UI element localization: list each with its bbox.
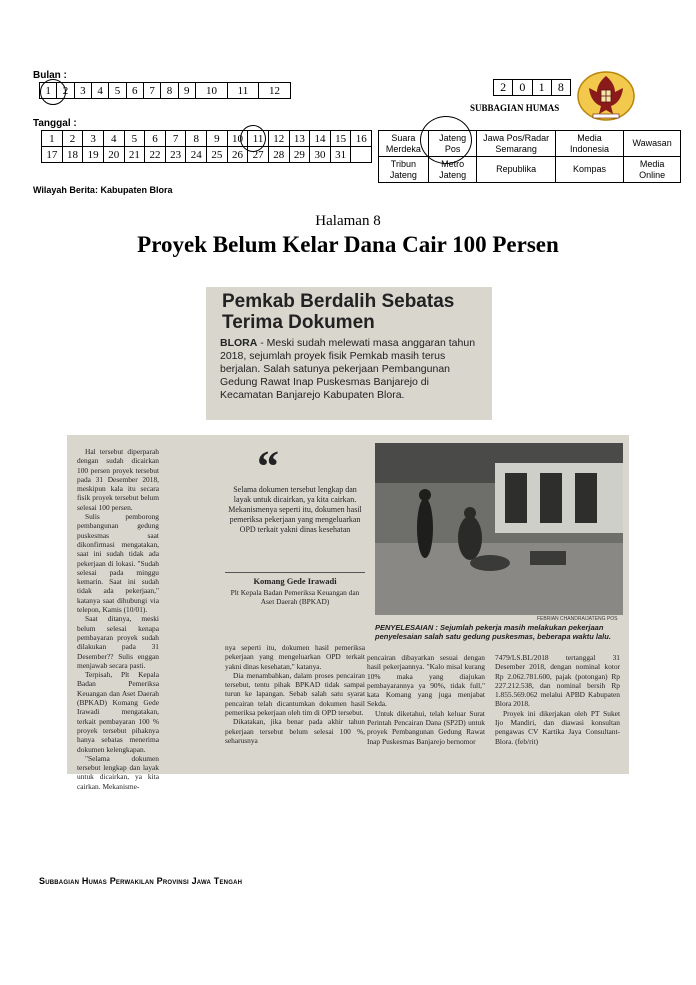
article-col2 bbox=[225, 643, 365, 745]
page-number: Halaman 8 bbox=[315, 213, 381, 229]
caption-text: Sejumlah pekerja masih melakukan pekerjaan penyelesaian salah satu gedung puskesmas, beberapa waktu lalu. bbox=[375, 623, 611, 641]
media-metro-jateng: Metro Jateng bbox=[428, 157, 477, 183]
col3-para: Untuk diketahui, telah keluar Surat Perintah Pencairan Dana (SP2D) untuk proyek Pembangunan Gedung Rawat Inap Puskesmas Banjarejo bernomor bbox=[367, 708, 485, 746]
clip-title-line2: Terima Dokumen bbox=[222, 312, 375, 333]
year-digit-cell: 8 bbox=[551, 80, 570, 96]
bulan-label: Bulan : bbox=[33, 70, 67, 81]
clip-lead bbox=[220, 337, 482, 402]
caption-kicker: PENYELESAIAN : bbox=[375, 623, 438, 632]
month-cell: 11 bbox=[227, 83, 258, 99]
quote-role: Plt Kepala Badan Pemeriksa Keuangan dan Aset Daerah (BPKAD) bbox=[230, 588, 360, 607]
year-box bbox=[493, 79, 571, 96]
month-cell: 12 bbox=[258, 83, 290, 99]
year-digit-cell: 2 bbox=[494, 80, 513, 96]
day-cell: 7 bbox=[165, 131, 186, 147]
clip-title-line1: Pemkab Berdalih Sebatas bbox=[222, 291, 455, 312]
quote-name: Komang Gede Irawadi bbox=[253, 576, 337, 586]
day-cell: 18 bbox=[62, 147, 83, 163]
day-cell: 22 bbox=[145, 147, 166, 163]
col1-para: Hal tersebut diperparah dengan sudah dicairkan 100 persen proyek tersebut pada 31 Desember 2018, meskipun kala itu secara fisik proyek tersebut belum selesai 100 persen. bbox=[77, 447, 159, 512]
month-cell: 7 bbox=[143, 83, 160, 99]
garuda-logo-icon bbox=[575, 66, 637, 122]
clip-lead-text: - Meski sudah melewati masa anggaran tahun 2018, sejumlah proyek fisik Pemkab masih terus berjalan. Salah satunya pekerjaan Pembangunan Gedung Rawat Inap Puskesmas Banjarejo di Kecamatan Banjarejo Kabupaten Blora. bbox=[220, 337, 476, 401]
quote-text: Selama dokumen tersebut lengkap dan layak untuk dicairkan, ya kita cairkan. Mekanismenya seperti itu, dokumen hasil pemeriksa pekerjaan yang mengeluarkan OPD terkait yakni dinas kesehatan bbox=[228, 485, 362, 534]
month-cell: 6 bbox=[126, 83, 143, 99]
col4-para: Proyek ini dikerjakan oleh PT Suket Ijo Mandiri, dan diawasi konsultan pengawas CV Kartika Jaya Consultant-Blora. (feb/rit) bbox=[495, 708, 620, 746]
day-cell: 31 bbox=[330, 147, 351, 163]
day-cell bbox=[351, 147, 372, 163]
region-label: Wilayah Berita: Kabupaten Blora bbox=[33, 185, 173, 195]
month-cell: 2 bbox=[57, 83, 74, 99]
col3-para: pencairan dibayarkan sesuai dengan hasil pekerjaannya. "Kalo misal kurang 10% maka yang diajukan pembayarannya ya 90%, tidak full," kata Komang yang juga menjabat Sekda. bbox=[367, 653, 485, 709]
day-cell: 5 bbox=[124, 131, 145, 147]
article-col3 bbox=[367, 653, 485, 746]
media-suara-merdeka: Suara Merdeka bbox=[379, 131, 429, 157]
col2-para: Dia menambahkan, dalam proses pencairan tersebut, tentu pihak BPKAD tidak sampai turun ke lapangan. Sebab salah satu syarat pencairan telah dicantumkan dokumen hasil pemeriksa pekerjaan oleh tim di OPD tersebut. bbox=[225, 670, 365, 718]
day-cell: 14 bbox=[310, 131, 331, 147]
col1-para: Saat ditanya, meski belum selesai kenapa pembayaran proyek sudah dilakukan pada 31 Desember?? Sulis enggan menjawab secara pasti. bbox=[77, 614, 159, 670]
clip-title-block bbox=[206, 287, 492, 420]
col2-para: nya seperti itu, dokumen hasil pemeriksa pekerjaan yang mengeluarkan OPD terkait yakni dinas kesehatan," katanya. bbox=[225, 643, 365, 671]
day-cell: 27 bbox=[248, 147, 269, 163]
year-digit-cell: 0 bbox=[513, 80, 532, 96]
day-cell: 8 bbox=[186, 131, 207, 147]
day-cell: 11 bbox=[248, 131, 269, 147]
col2-para: Dikatakan, jika benar pada akhir tahun pekerjaan tersebut belum selesai 100 %, seharusnya bbox=[225, 717, 365, 745]
day-cell: 15 bbox=[330, 131, 351, 147]
day-cell: 20 bbox=[103, 147, 124, 163]
day-cell: 29 bbox=[289, 147, 310, 163]
media-media-indonesia: Media Indonesia bbox=[555, 131, 623, 157]
media-selection-circle bbox=[420, 116, 472, 164]
headline: Proyek Belum Kelar Dana Cair 100 Persen bbox=[137, 232, 559, 257]
day-cell: 9 bbox=[207, 131, 228, 147]
media-jateng-pos: Jateng Pos bbox=[428, 131, 477, 157]
day-cell: 24 bbox=[186, 147, 207, 163]
department-label: SUBBAGIAN HUMAS bbox=[470, 103, 560, 113]
clip-lead-kicker: BLORA bbox=[220, 337, 258, 349]
date-selection-circle bbox=[240, 125, 266, 152]
day-cell: 6 bbox=[145, 131, 166, 147]
date-grid bbox=[41, 130, 372, 163]
clip-body bbox=[67, 435, 629, 791]
day-cell: 28 bbox=[268, 147, 289, 163]
photo-caption bbox=[375, 623, 623, 641]
month-selection-circle bbox=[40, 79, 66, 105]
day-cell: 13 bbox=[289, 131, 310, 147]
year-digit-cell: 1 bbox=[532, 80, 551, 96]
article-col1 bbox=[77, 447, 159, 791]
day-cell: 21 bbox=[124, 147, 145, 163]
quote-box bbox=[225, 442, 365, 635]
col1-para: Terpisah, Plt Kepala Badan Pemeriksa Keuangan dan Aset Daerah (BPKAD) Komang Gede Irawadi mengatakan, terkait pembayaran 100 % proyek tersebut pihaknya hanya sebatas menerima dokumen kelengkapan. bbox=[77, 670, 159, 754]
tanggal-label: Tanggal : bbox=[33, 118, 77, 129]
day-cell: 4 bbox=[103, 131, 124, 147]
media-republika: Republika bbox=[477, 157, 555, 183]
day-cell: 19 bbox=[83, 147, 104, 163]
month-cell: 4 bbox=[91, 83, 108, 99]
media-wawasan: Wawasan bbox=[624, 131, 681, 157]
footer-text: Subbagian Humas Perwakilan Provinsi Jawa Tengah bbox=[39, 876, 243, 886]
month-cell: 1 bbox=[40, 83, 57, 99]
media-jawa-pos: Jawa Pos/Radar Semarang bbox=[477, 131, 555, 157]
month-cell: 5 bbox=[109, 83, 126, 99]
day-cell: 26 bbox=[227, 147, 248, 163]
month-cell: 10 bbox=[195, 83, 227, 99]
media-tribun-jateng: Tribun Jateng bbox=[379, 157, 429, 183]
photo-credit: FEBRIAN CHANDRA/JATENG POS bbox=[537, 616, 618, 622]
day-cell: 30 bbox=[310, 147, 331, 163]
quote-mark-icon: “ bbox=[257, 442, 279, 491]
day-cell: 25 bbox=[207, 147, 228, 163]
day-cell: 1 bbox=[42, 131, 63, 147]
day-cell: 2 bbox=[62, 131, 83, 147]
day-cell: 3 bbox=[83, 131, 104, 147]
day-cell: 16 bbox=[351, 131, 372, 147]
media-media-online: Media Online bbox=[624, 157, 681, 183]
day-cell: 10 bbox=[227, 131, 248, 147]
article-col4 bbox=[495, 653, 620, 746]
month-cell: 9 bbox=[178, 83, 195, 99]
col4-para: 7479/LS.BL/2018 tertanggal 31 Desember 2018, dengan nominal kotor Rp 2.062.781.600, pajak (potongan) Rp 227.212.538, dan nominal bersih Rp 1.855.569.062 melalui APBD Kabupaten Blora 2018. bbox=[495, 653, 620, 709]
day-cell: 23 bbox=[165, 147, 186, 163]
day-cell: 12 bbox=[268, 131, 289, 147]
media-kompas: Kompas bbox=[555, 157, 623, 183]
month-grid bbox=[39, 82, 291, 99]
quote-divider bbox=[225, 572, 365, 573]
article-photo bbox=[375, 443, 623, 615]
col1-para: Sulis pemborong pembangunan gedung puskesmas saat dikonfirmasi mengatakan, saat ini sudah tidak ada pekerjaan di lokasi. "Sudah selesai pada minggu kemarin. Saat ini sudah tidak ada pekerjaan," katanya saat dihubungi via telepon, Kamis (10/01). bbox=[77, 512, 159, 615]
month-cell: 3 bbox=[74, 83, 91, 99]
day-cell: 17 bbox=[42, 147, 63, 163]
col1-para: "Selama dokumen tersebut lengkap dan layak untuk dicairkan, ya kita cairkan. Mekanisme- bbox=[77, 753, 159, 791]
month-cell: 8 bbox=[161, 83, 178, 99]
